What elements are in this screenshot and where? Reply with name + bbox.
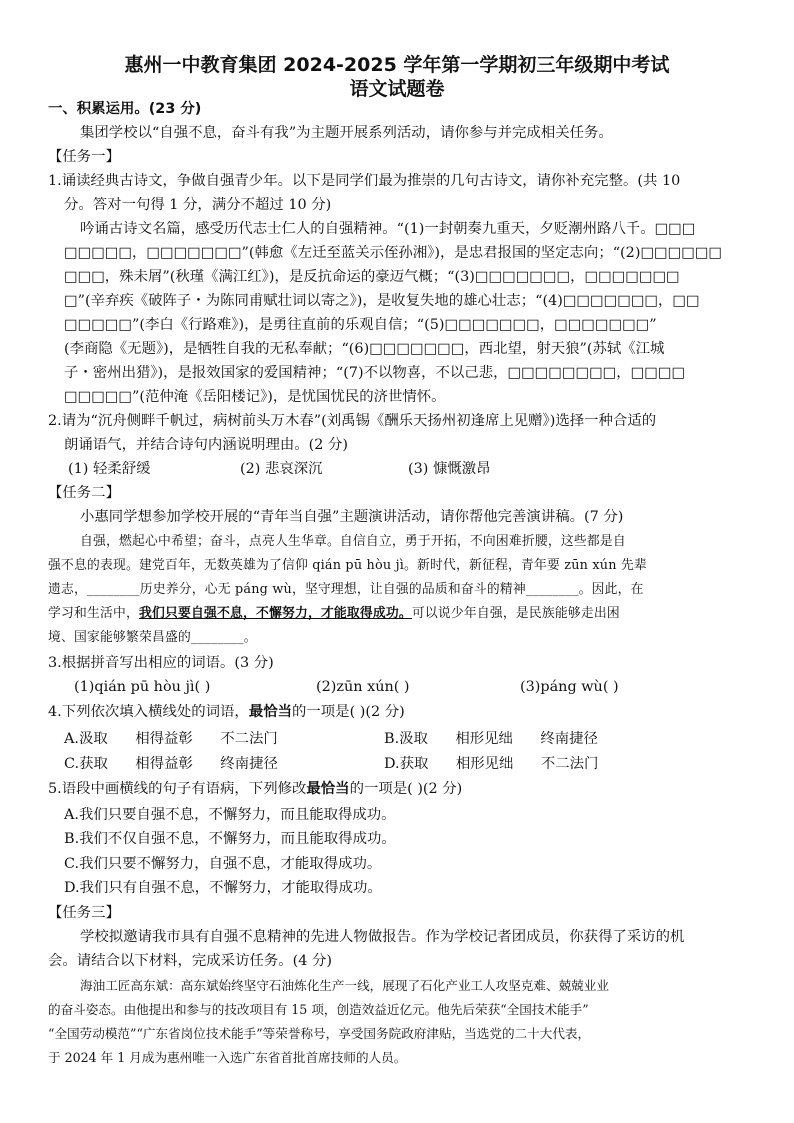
q5-option-c: C.我们只要不懈努力，自强不息，才能取得成功。 [64, 856, 382, 872]
speech-line4-end: 可以说少年自强，是民族能够走出困 [411, 606, 620, 621]
q5-text-end: 的一项是( )(2 分) [349, 781, 463, 797]
material-line4: 于 2024 年 1 月成为惠州唯一入选广东省首批首席技师的人员。 [48, 1050, 407, 1065]
q3-blank-3: (3)páng wù( ) [520, 679, 619, 695]
q5-text-start: 5.语段中画横线的句子有语病，下列修改 [48, 781, 307, 797]
speech-line5: 境、国家能够繁荣昌盛的________。 [48, 630, 257, 645]
section1-heading: 一、积累运用。(23 分) [48, 101, 202, 117]
q4-option-c: C.获取 相得益彰 终南捷径 [64, 756, 278, 772]
poem-fill-line4: □”(辛弃疾《破阵子・为陈同甫赋壮词以寄之》)，是收复失地的雄心壮志；“(4)□□□□□□□，□□ [64, 293, 700, 309]
poem-fill-line3: □□□，殊未屑”(秋瑾《满江红》)，是反抗命运的豪迈气概；“(3)□□□□□□□，□□□□□□□ [64, 269, 680, 285]
task3-line2: 会。请结合以下材料，完成采访任务。(4 分) [48, 953, 332, 969]
q2-option-3: (3) 慷慨激昂 [408, 461, 491, 477]
q4-emphasis: 最恰当 [248, 704, 292, 720]
task1-label: 【任务一】 [48, 149, 120, 165]
q5-option-d: D.我们只有自强不息，不懈努力，才能取得成功。 [64, 880, 382, 896]
question-1-line2: 分。答对一句得 1 分，满分不超过 10 分) [64, 197, 332, 213]
task3-line1: 学校拟邀请我市具有自强不息精神的先进人物做报告。作为学校记者团成员，你获得了采访的机 [80, 929, 685, 945]
q3-blank-2: (2)zūn xún( ) [316, 679, 410, 695]
speech-line1: 自强，燃起心中希望；奋斗，点亮人生华章。自信自立，勇于开拓，不向困难折腰，这些都是自 [80, 534, 626, 549]
q3-blank-1: (1)qián pū hòu jì( ) [74, 679, 211, 695]
question-2-line1: 2.请为“沉舟侧畔千帆过，病树前头万木春”(刘禹锡《酬乐天扬州初逢席上见赠》)选择一种合适的 [48, 413, 657, 429]
task2-intro: 小惠同学想参加学校开展的“青年当自强”主题演讲活动，请你帮他完善演讲稿。(7 分) [80, 509, 624, 525]
section1-intro: 集团学校以“自强不息，奋斗有我”为主题开展系列活动，请你参与并完成相关任务。 [80, 125, 613, 141]
q4-text-start: 4.下列依次填入横线处的词语， [48, 704, 249, 720]
poem-fill-line1: 吟诵古诗文名篇，感受历代志士仁人的自强精神。“(1)一封朝奏九重天，夕贬潮州路八千。□□□ [80, 221, 696, 237]
q4-text-end: 的一项是( )(2 分) [292, 704, 405, 720]
question-3: 3.根据拼音写出相应的词语。(3 分) [48, 655, 274, 671]
q4-option-a: A.汲取 相得益彰 不二法门 [64, 731, 278, 747]
q2-option-2: (2) 悲哀深沉 [240, 461, 323, 477]
q5-option-a: A.我们只要自强不息，不懈努力，而且能取得成功。 [64, 807, 396, 823]
speech-underlined-sentence: 我们只要自强不息，不懈努力，才能取得成功。 [138, 606, 412, 621]
speech-line3: 遗志，________历史养分，心无 páng wù，坚守理想，让自强的品质和奋斗的精神________。因此，在 [48, 582, 644, 597]
speech-line4-start: 学习和生活中， [48, 606, 139, 621]
poem-fill-line6: (李商隐《无题》)，是牺牲自我的无私奉献；“(6)□□□□□□□，西北望，射天狼”(苏轼《江城 [64, 341, 665, 357]
question-2-line2: 朗诵语气，并结合诗句内涵说明理由。(2 分) [64, 437, 348, 453]
q2-option-1: (1) 轻柔舒缓 [68, 461, 151, 477]
exam-title: 惠州一中教育集团 2024-2025 学年第一学期初三年级期中考试 [124, 54, 670, 76]
poem-fill-line8: □□□□□”(范仲淹《岳阳楼记》)，是忧国忧民的济世情怀。 [64, 389, 446, 405]
question-5 [48, 780, 748, 798]
speech-line4 [48, 605, 748, 623]
q5-option-b: B.我们不仅自强不息，不懈努力，而且能取得成功。 [64, 831, 396, 847]
material-line3: “全国劳动模范”“广东省岗位技术能手”等荣誉称号，享受国务院政府津贴，当选党的二十大代表， [48, 1026, 591, 1041]
speech-line2: 强不息的表现。建党百年，无数英雄为了信仰 qián pū hòu jì。新时代，新征程，青年要 zūn xún 先辈 [48, 558, 647, 573]
question-4 [48, 703, 748, 721]
poem-fill-line5: □□□□□”(李白《行路难》)，是勇往直前的乐观自信；“(5)□□□□□□□，□□□□□□□” [64, 317, 657, 333]
q4-option-b: B.汲取 相形见绌 终南捷径 [384, 731, 598, 747]
task2-label: 【任务二】 [48, 485, 120, 501]
poem-fill-line7: 子・密州出猎》)，是报效国家的爱国精神；“(7)不以物喜，不以己悲，□□□□□□□□，□□□□ [64, 365, 686, 381]
material-line1: 海油工匠高东斌：高东斌始终坚守石油炼化生产一线，展现了石化产业工人攻坚克难、兢兢业业 [80, 978, 609, 993]
task3-label: 【任务三】 [48, 905, 120, 921]
q4-option-d: D.获取 相形见绌 不二法门 [384, 756, 599, 772]
q5-emphasis: 最恰当 [306, 781, 350, 797]
poem-fill-line2: □□□□□，□□□□□□□”(韩愈《左迁至蓝关示侄孙湘》)，是忠君报国的坚定志向；“(2)□□□□□□ [64, 245, 723, 261]
exam-subtitle: 语文试题卷 [349, 78, 445, 100]
material-line2: 的奋斗姿态。由他提出和参与的技改项目有 15 项，创造效益近亿元。他先后荣获“全国技术能手” [48, 1002, 589, 1017]
question-1-line1: 1.诵读经典古诗文，争做自强青少年。以下是同学们最为推崇的几句古诗文，请你补充完整。(共 10 [48, 173, 681, 189]
